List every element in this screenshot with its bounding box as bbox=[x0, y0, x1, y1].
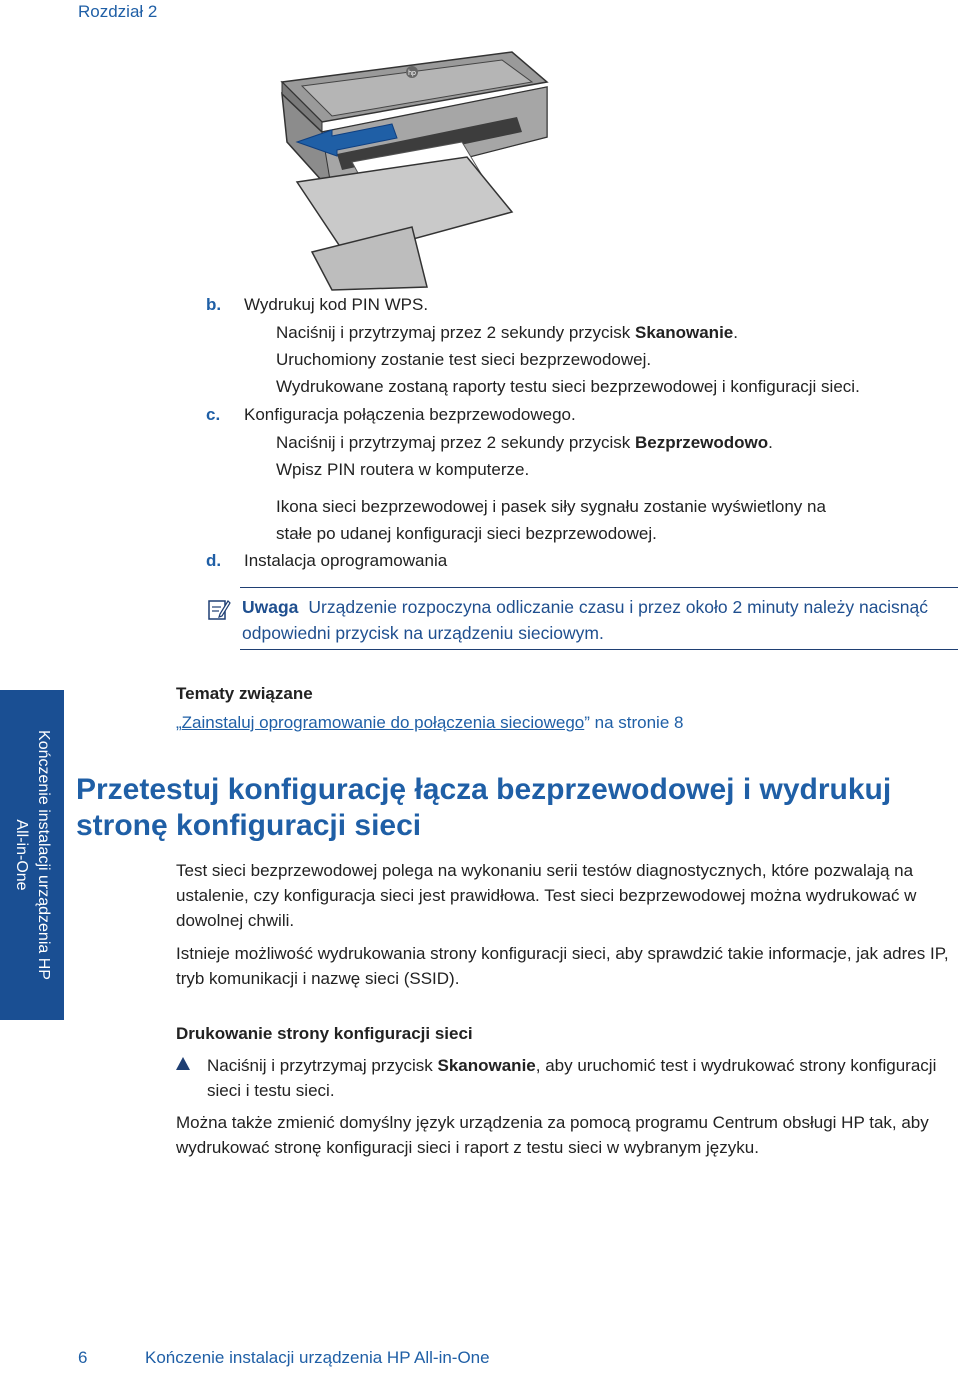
step-letter: c. bbox=[206, 405, 221, 424]
bullet-text: Naciśnij i przytrzymaj przycisk Skanowanie, aby uruchomić test i wydrukować strony konfiguracji sieci i testu sieci. bbox=[207, 1056, 937, 1100]
step-line: Naciśnij i przytrzymaj przez 2 sekundy przycisk Bezprzewodowo. bbox=[276, 433, 773, 452]
related-topic-entry: „Zainstaluj oprogramowanie do połączenia sieciowego” na stronie 8 bbox=[176, 713, 684, 732]
step-title: Wydrukuj kod PIN WPS. bbox=[244, 295, 429, 314]
step-line: Naciśnij i przytrzymaj przez 2 sekundy przycisk Skanowanie. bbox=[276, 323, 738, 342]
chapter-header: Rozdział 2 bbox=[78, 2, 158, 21]
paragraph: Można także zmienić domyślny język urządzenia za pomocą programu Centrum obsługi HP tak, aby wydrukować stronę konfiguracji sieci i raport z testu sieci w wybranym języku. bbox=[176, 1113, 929, 1157]
related-topic-link[interactable]: Zainstaluj oprogramowanie do połączenia sieciowego bbox=[181, 713, 585, 732]
step-title: Konfiguracja połączenia bezprzewodowego. bbox=[244, 405, 576, 424]
note-top-rule bbox=[240, 587, 958, 588]
step-title: Instalacja oprogramowania bbox=[244, 551, 448, 570]
chapter-side-tab bbox=[0, 690, 64, 1020]
printer-illustration bbox=[262, 42, 562, 292]
step-line: Uruchomiony zostanie test sieci bezprzewodowej. bbox=[276, 350, 652, 369]
note-body: Urządzenie rozpoczyna odliczanie czasu i przez około 2 minuty należy nacisnąć odpowiedni przycisk na urządzeniu sieciowym. bbox=[242, 597, 929, 643]
paragraph: Test sieci bezprzewodowej polega na wykonaniu serii testów diagnostycznych, które pozwalają na ustalenie, czy konfiguracja sieci jest prawidłowa. Test sieci bezprzewodowej można wydrukować w dowolnej chwili. bbox=[176, 861, 917, 930]
step-line: Wydrukowane zostaną raporty testu sieci bezprzewodowej i konfiguracji sieci. bbox=[276, 377, 860, 396]
footer-title: Kończenie instalacji urządzenia HP All-in-One bbox=[145, 1348, 490, 1367]
step-letter: b. bbox=[206, 295, 222, 314]
paragraph: Istnieje możliwość wydrukowania strony konfiguracji sieci, aby sprawdzić takie informacje, jak adres IP, tryb komunikacji i nazwę sieci (SSID). bbox=[176, 944, 949, 988]
step-line: Wpisz PIN routera w komputerze. bbox=[276, 460, 530, 479]
step-line: stałe po udanej konfiguracji sieci bezprzewodowej. bbox=[276, 524, 657, 543]
side-tab-label: Kończenie instalacji urządzenia HP All-in-One bbox=[13, 730, 52, 980]
page-number: 6 bbox=[78, 1348, 88, 1367]
section-heading: Przetestuj konfigurację łącza bezprzewodowej i wydrukuj stronę konfiguracji sieci bbox=[76, 773, 892, 842]
note-pencil-icon bbox=[207, 597, 231, 621]
printer-logo: hp bbox=[408, 70, 416, 77]
step-line: Ikona sieci bezprzewodowej i pasek siły sygnału zostanie wyświetlony na bbox=[276, 497, 826, 516]
sub-heading: Drukowanie strony konfiguracji sieci bbox=[176, 1024, 473, 1043]
related-topics-title: Tematy związane bbox=[176, 684, 313, 703]
note-text bbox=[242, 594, 958, 646]
step-letter: d. bbox=[206, 551, 222, 570]
triangle-bullet-icon bbox=[176, 1057, 190, 1070]
note-bottom-rule bbox=[240, 649, 958, 650]
note-label: Uwaga bbox=[242, 597, 299, 617]
